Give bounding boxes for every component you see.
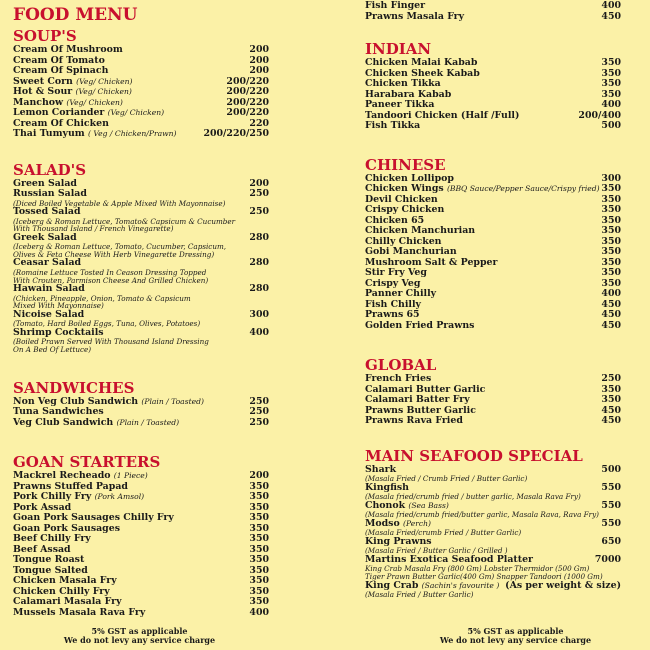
item-price: 350: [601, 183, 621, 194]
menu-title: FOOD MENU: [13, 5, 138, 25]
item-name: Chicken Masala Fry: [13, 575, 117, 587]
item-description: (Masala fried/crumb fried/butter garlic, Masala Rava, Rava Fry): [365, 510, 599, 520]
item-name: Tuna Sandwiches: [13, 406, 104, 418]
section-title: SANDWICHES: [13, 378, 135, 397]
item-name: Hawain Salad: [13, 283, 85, 295]
section-items: [13, 471, 269, 618]
item-price: 400: [601, 288, 621, 299]
menu-item: [365, 121, 621, 132]
item-name: Non Veg Club Sandwich: [13, 395, 139, 407]
item-price: 350: [601, 88, 621, 100]
item-name: Beef Assad: [13, 543, 71, 555]
item-name: Mussels Masala Rava Fry: [13, 606, 146, 618]
menu-section: [13, 380, 269, 429]
service-note: We do not levy any service charge: [63, 635, 216, 645]
section-title: SALAD'S: [13, 160, 87, 179]
item-name: Tongue Roast: [13, 554, 85, 566]
menu-section: [365, 448, 621, 599]
right-column: [365, 0, 621, 599]
item-note: (Plain / Toasted): [141, 396, 204, 406]
item-name: Mackrel Recheado: [13, 470, 111, 482]
item-description: (Diced Boiled Vegetable & Apple Mixed With Mayonnaise): [13, 198, 226, 208]
item-price: 350: [249, 533, 269, 545]
section-items: [13, 45, 269, 140]
item-description: Olives & Feta Cheese With Herb Vinegarette Dressing): [13, 249, 215, 259]
item-price: 350: [601, 225, 621, 236]
item-name: Prawns Butter Garlic: [365, 404, 476, 416]
item-name: Cream Of Mushroom: [13, 44, 123, 55]
item-price: 350: [249, 543, 269, 555]
item-name: Shrimp Cocktails: [13, 326, 104, 338]
item-name: Shark: [365, 463, 397, 475]
item-name: Tandoori Chicken (Half /Full): [365, 109, 520, 121]
item-name: Fish Chilly: [365, 298, 421, 310]
item-description: Mixed With Mayonnaise): [13, 301, 104, 311]
item-name: Crispy Chicken: [365, 204, 445, 215]
item-price: 280: [249, 231, 269, 243]
item-note: (BBQ Sauce/Pepper Sauce/Crispy fried): [446, 184, 600, 193]
item-price: 200: [249, 470, 269, 482]
item-price: 500: [601, 120, 621, 131]
item-name: Chicken Lollipop: [365, 172, 454, 184]
item-name: Calamari Batter Fry: [365, 394, 470, 405]
item-price: 550: [601, 481, 621, 493]
item-price: 400: [249, 326, 269, 338]
item-price: 400: [601, 99, 621, 110]
left-sections: [13, 28, 269, 618]
item-name: Crispy Veg: [365, 277, 421, 289]
item-price: 350: [601, 267, 621, 278]
item-price: 350: [249, 554, 269, 566]
left-column: [13, 0, 269, 618]
item-price: 350: [601, 78, 621, 89]
item-name: Chicken Wings: [365, 183, 444, 194]
item-name: Pork Assad: [13, 501, 72, 513]
item-name: Beef Chilly Fry: [13, 533, 91, 545]
menu-item: [365, 12, 621, 23]
menu-section: [365, 157, 621, 332]
item-price: 350: [249, 596, 269, 608]
item-price: 400: [249, 606, 269, 618]
item-note: (1 Piece): [113, 471, 148, 481]
item-price: 200: [249, 177, 269, 189]
menu-item: [365, 581, 621, 592]
item-note: (Sea Bass): [408, 500, 449, 510]
item-name: Cream Of Spinach: [13, 65, 109, 76]
item-name: Russian Salad: [13, 188, 87, 199]
item-price: 450: [601, 10, 621, 22]
menu-item: [13, 233, 269, 244]
section-items: [13, 397, 269, 429]
item-name: Fish Finger: [365, 0, 426, 11]
item-price: 450: [601, 415, 621, 426]
item-price: 400: [601, 0, 621, 11]
item-name: Tongue Salted: [13, 564, 88, 576]
item-price: 450: [601, 319, 621, 331]
item-description: (Masala Fried / Butter Garlic / Grilled ): [365, 546, 508, 556]
item-price: 300: [249, 308, 269, 320]
item-price: 450: [601, 404, 621, 416]
item-note: (Sachin's favourite ): [421, 580, 500, 590]
item-price: 350: [601, 214, 621, 226]
item-name: Green Salad: [13, 177, 77, 189]
item-note: (Perch): [402, 518, 431, 528]
item-description: (Chicken, Pineapple, Onion, Tomato & Capsicum: [13, 293, 191, 303]
item-price: 250: [249, 188, 269, 199]
item-note: (Veg/ Chicken): [107, 108, 165, 117]
item-name: Kingfish: [365, 481, 409, 493]
item-price: 200/220: [226, 75, 269, 87]
menu-item: [365, 501, 621, 512]
item-name: Mushroom Salt & Pepper: [365, 256, 498, 268]
item-name: Chicken Sheek Kabab: [365, 67, 480, 79]
menu-item: [365, 537, 621, 548]
item-price: 200/220: [226, 96, 269, 108]
item-price: 650: [601, 535, 621, 547]
menu-item: [365, 483, 621, 494]
item-description: With Crouten, Parmison Cheese And Grilled Chicken): [13, 275, 209, 285]
item-description: (Iceberg & Roman Lettuce, Tomato, Cucumber, Capsicum,: [13, 242, 227, 252]
item-price: 350: [601, 246, 621, 257]
item-name: Chonok: [365, 499, 406, 511]
item-price: 200: [249, 54, 269, 66]
menu-item: [13, 258, 269, 269]
item-name: Goan Pork Sausages Chilly Fry: [13, 512, 174, 524]
item-price: 200/220: [226, 86, 269, 97]
item-price: 350: [601, 193, 621, 205]
gst-note: 5% GST as applicable: [467, 626, 564, 636]
item-price: 280: [249, 283, 269, 295]
item-note: (Veg/ Chicken): [75, 87, 132, 96]
menu-item: [13, 328, 269, 339]
item-name: Chilly Chicken: [365, 235, 442, 247]
menu-item: [365, 416, 621, 427]
item-note: ( Veg / Chicken/Prawn): [88, 129, 177, 138]
item-price: 7000: [594, 553, 621, 565]
menu-item: [365, 321, 621, 332]
item-price: 550: [601, 517, 621, 529]
menu-item: [13, 207, 269, 218]
menu-item: [13, 418, 269, 429]
item-name: Chicken Tikka: [365, 78, 441, 89]
item-description: (Masala Fried/crumb Fried / Butter Garlic): [365, 528, 522, 538]
item-name: Chicken 65: [365, 214, 425, 226]
section-items: [13, 179, 269, 354]
menu-item: [13, 310, 269, 321]
item-name: Prawns Rava Fried: [365, 415, 463, 426]
item-price: 350: [601, 235, 621, 247]
footer-right: [428, 627, 603, 645]
item-name: Harabara Kabab: [365, 88, 452, 100]
menu-section: [13, 162, 269, 354]
item-price: 350: [249, 480, 269, 492]
section-items: [365, 374, 621, 427]
item-name: French Fries: [365, 373, 432, 384]
item-price: 250: [249, 206, 269, 218]
item-price: 350: [601, 383, 621, 395]
item-description: On A Bed Of Lettuce): [13, 345, 92, 355]
item-price: (As per weight & size): [505, 579, 621, 591]
item-name: Prawns Masala Fry: [365, 10, 465, 22]
item-description: (Boiled Prawn Served With Thousand Island Dressing: [13, 337, 209, 347]
item-name: Prawns Stuffed Papad: [13, 480, 128, 492]
item-price: 350: [601, 394, 621, 405]
item-note: (Veg/ Chicken): [66, 97, 123, 107]
item-price: 300: [601, 172, 621, 184]
item-price: 350: [249, 501, 269, 513]
item-price: 220: [249, 117, 269, 129]
item-price: 350: [249, 491, 269, 503]
item-price: 350: [249, 512, 269, 524]
section-items: [365, 58, 621, 132]
item-name: Tossed Salad: [13, 206, 81, 218]
item-price: 550: [601, 499, 621, 511]
item-name: Calamari Butter Garlic: [365, 383, 486, 395]
item-note: (Veg/ Chicken): [76, 76, 133, 86]
item-name: Veg Club Sandwich: [13, 416, 114, 428]
section-items: [365, 174, 621, 332]
item-name: Devil Chicken: [365, 193, 438, 205]
menu-section: [13, 28, 269, 140]
section-items: [365, 465, 621, 599]
item-name: Sweet Corn: [13, 75, 73, 87]
item-description: Tiger Prawn Butter Garlic(400 Gm) Snapper Tandoori (1000 Gm): [365, 572, 603, 582]
item-description: (Masala Fried / Butter Garlic): [365, 590, 474, 600]
item-price: 200/220: [226, 107, 269, 118]
item-price: 200/400: [578, 109, 621, 121]
section-title: SOUP'S: [13, 27, 77, 45]
gst-note: 5% GST as applicable: [91, 626, 188, 636]
item-price: 450: [601, 298, 621, 310]
item-name: Martins Exotica Seafood Platter: [365, 553, 533, 565]
item-name: Cream Of Tomato: [13, 54, 105, 66]
menu-item: [365, 519, 621, 530]
item-name: Stir Fry Veg: [365, 267, 427, 278]
item-name: Pork Chilly Fry: [13, 491, 92, 503]
right-top-items: [365, 1, 621, 22]
section-title: MAIN SEAFOOD SPECIAL: [365, 446, 583, 465]
section-title: GOAN STARTERS: [13, 453, 161, 472]
item-price: 350: [601, 256, 621, 268]
menu-item: [13, 129, 269, 140]
service-note: We do not levy any service charge: [439, 635, 592, 645]
item-price: 200/220/250: [203, 128, 269, 139]
item-name: Thai Tumyum: [13, 128, 85, 139]
item-price: 200: [249, 44, 269, 55]
menu-section: [365, 41, 621, 132]
item-name: Cream Of Chicken: [13, 117, 109, 129]
item-name: Prawns 65: [365, 309, 420, 320]
item-name: Chicken Chilly Fry: [13, 585, 110, 597]
item-name: Panner Chilly: [365, 288, 437, 299]
item-name: Hot & Sour: [13, 86, 73, 97]
menu-item: [13, 608, 269, 619]
item-price: 350: [601, 277, 621, 289]
item-description: With Thousand Island / French Vinegarette): [13, 224, 174, 234]
menu-item: [13, 284, 269, 295]
item-note: (Pork Amsol): [94, 492, 145, 502]
item-price: 350: [601, 67, 621, 79]
menu-item: [365, 465, 621, 476]
item-price: 350: [249, 575, 269, 587]
menu-item: [365, 555, 621, 566]
item-name: Golden Fried Prawns: [365, 319, 475, 331]
item-name: Goan Pork Sausages: [13, 522, 120, 534]
item-price: 250: [601, 373, 621, 384]
item-price: 250: [249, 416, 269, 428]
item-name: Lemon Coriander: [13, 107, 105, 118]
menu-section: [13, 454, 269, 618]
item-name: Chicken Manchurian: [365, 225, 476, 236]
item-price: 280: [249, 257, 269, 269]
section-title: GLOBAL: [365, 356, 437, 374]
menu-item: [13, 189, 269, 200]
item-price: 350: [249, 522, 269, 534]
item-description: King Crab Masala Fry (800 Gm) Lobster Thermidor (500 Gm): [365, 564, 590, 574]
footer-left: [52, 627, 227, 645]
item-note: (Plain / Toasted): [116, 417, 180, 427]
item-name: Chicken Malai Kabab: [365, 57, 478, 68]
item-name: Fish Tikka: [365, 120, 421, 131]
item-description: (Masala fried/crumb fried / butter garlic, Masala Rava Fry): [365, 492, 581, 502]
section-title: INDIAN: [365, 40, 432, 58]
item-price: 350: [601, 57, 621, 68]
item-price: 250: [249, 406, 269, 418]
item-price: 450: [601, 309, 621, 320]
item-name: Modso: [365, 517, 400, 529]
item-price: 250: [249, 395, 269, 407]
item-price: 350: [249, 585, 269, 597]
section-title: CHINESE: [365, 155, 446, 174]
item-name: Manchow: [13, 96, 64, 108]
item-name: King Prawns: [365, 535, 432, 547]
item-description: (Romaine Lettuce Tosted In Ceason Dressing Topped: [13, 267, 207, 277]
item-name: Gobi Manchurian: [365, 246, 457, 257]
item-price: 500: [601, 463, 621, 475]
item-name: Greek Salad: [13, 231, 77, 243]
item-description: (Iceberg & Roman Lettuce, Tomato& Capsicum & Cucumber: [13, 216, 236, 226]
item-name: King Crab: [365, 579, 419, 591]
item-price: 350: [249, 564, 269, 576]
item-name: Nicoise Salad: [13, 308, 85, 320]
item-description: (Masala Fried / Crumb Fried / Butter Garlic): [365, 474, 528, 483]
item-name: Calamari Masala Fry: [13, 596, 122, 608]
item-price: 350: [601, 204, 621, 215]
item-description: (Tomato, Hard Boiled Eggs, Tuna, Olives, Potatoes): [13, 319, 201, 329]
item-name: Ceasar Salad: [13, 257, 82, 269]
item-name: Paneer Tikka: [365, 99, 435, 110]
menu-section: [365, 357, 621, 427]
right-sections: [365, 41, 621, 599]
item-price: 200: [249, 65, 269, 76]
